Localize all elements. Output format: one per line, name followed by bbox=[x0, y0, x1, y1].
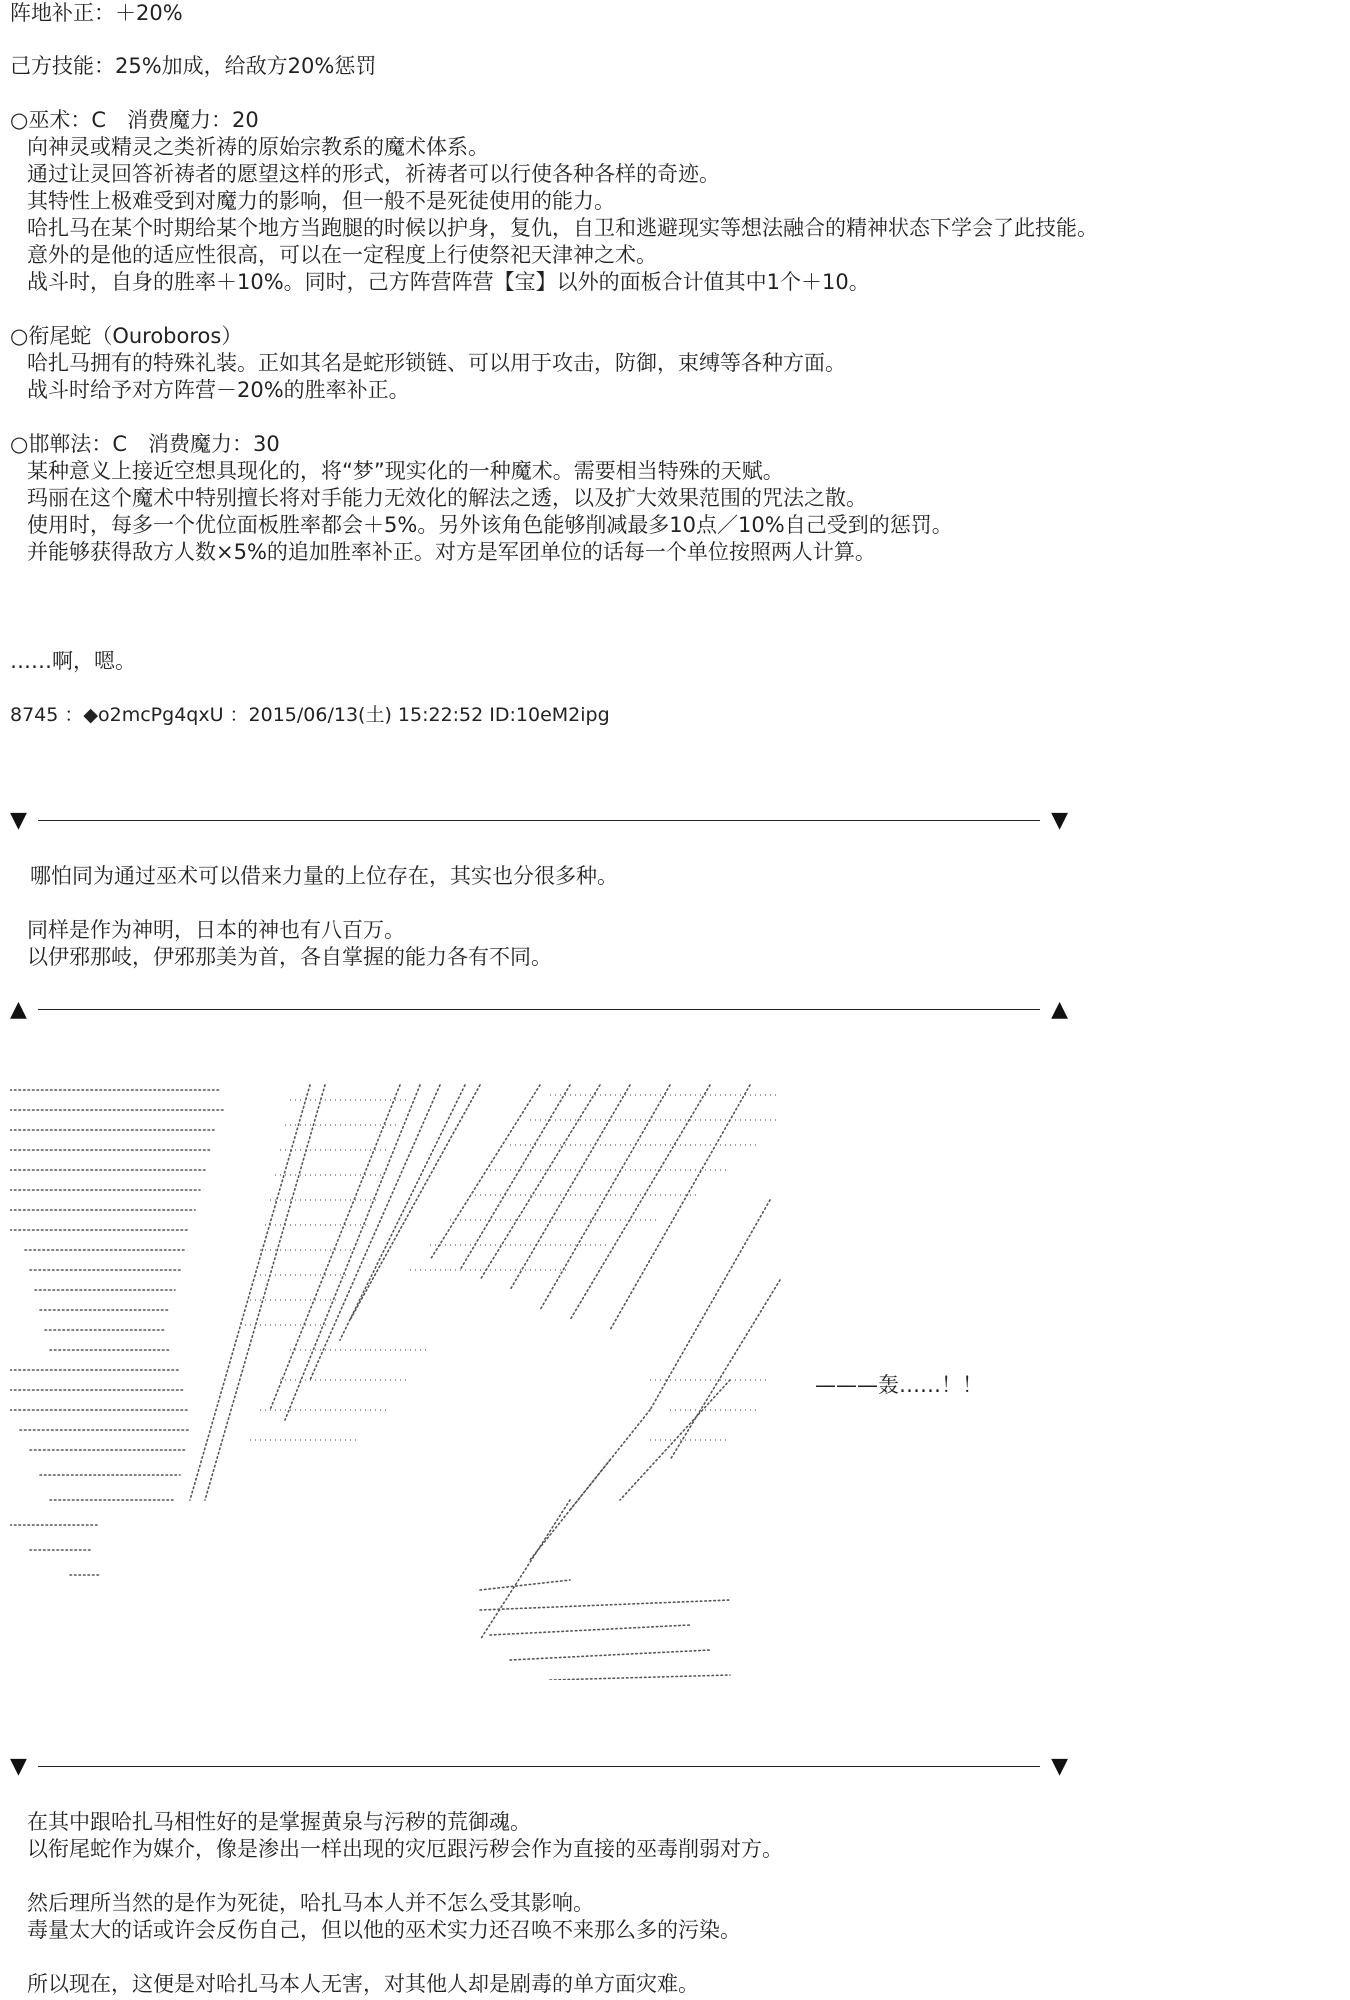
up-triangle-icon: ▲ bbox=[10, 997, 27, 1022]
skill-line: 其特性上极难受到对魔力的影响，但一般不是死徒使用的能力。 bbox=[27, 189, 615, 213]
divider-top bbox=[10, 1755, 1068, 1779]
narration-line: 在其中跟哈扎马相性好的是掌握黄泉与污秽的荒御魂。 bbox=[27, 1810, 531, 1834]
divider-top bbox=[10, 809, 1068, 833]
terrain-bonus: 阵地补正：＋20% bbox=[10, 1, 183, 25]
skill-line: 某种意义上接近空想具现化的，将“梦”现实化的一种魔术。需要相当特殊的天赋。 bbox=[27, 459, 784, 483]
skill-line: 通过让灵回答祈祷者的愿望这样的形式，祈祷者可以行使各种各样的奇迹。 bbox=[27, 162, 720, 186]
down-triangle-icon: ▼ bbox=[10, 1754, 27, 1779]
art-right-wedge bbox=[410, 1095, 780, 1440]
divider-bottom bbox=[10, 998, 1068, 1022]
narration-line: 所以现在，这便是对哈扎马本人无害，对其他人却是剧毒的单方面灾难。 bbox=[27, 1972, 699, 1996]
divider-rule bbox=[38, 820, 1040, 821]
narration-line: 然后理所当然的是作为死徒，哈扎马本人并不怎么受其影响。 bbox=[27, 1891, 594, 1915]
skill-line: 向神灵或精灵之类祈祷的原始宗教系的魔术体系。 bbox=[27, 135, 489, 159]
own-skill-bonus: 己方技能：25%加成，给敌方20%惩罚 bbox=[10, 54, 377, 78]
skill-line: 使用时，每多一个优位面板胜率都会＋5%。另外该角色能够削减最多10点／10%自己受到的惩罚。 bbox=[27, 513, 953, 537]
divider-rule bbox=[38, 1766, 1040, 1767]
down-triangle-icon: ▼ bbox=[10, 808, 27, 833]
divider-rule bbox=[38, 1009, 1040, 1010]
narration-line: 哪怕同为通过巫术可以借来力量的上位存在，其实也分很多种。 bbox=[30, 864, 618, 888]
skill-line: 战斗时，自身的胜率＋10%。同时，己方阵营阵营【宝】以外的面板合计值其中1个＋10。 bbox=[27, 270, 870, 294]
sound-effect-text: ———轰……！！ bbox=[815, 1373, 983, 1397]
art-middle-fill bbox=[245, 1100, 430, 1440]
skill-line: 哈扎马拥有的特殊礼装。正如其名是蛇形锁链、可以用于攻击，防御，束缚等各种方面。 bbox=[27, 351, 846, 375]
up-triangle-icon: ▲ bbox=[1051, 997, 1068, 1022]
art-bottom-streaks bbox=[480, 1580, 730, 1680]
skill-header: ○衔尾蛇（Ouroboros） bbox=[10, 324, 243, 348]
narration-line: 同样是作为神明，日本的神也有八百万。 bbox=[27, 918, 405, 942]
skill-line: 战斗时给予对方阵营－20%的胜率补正。 bbox=[27, 378, 410, 402]
skill-line: 并能够获得敌方人数×5%的追加胜率补正。对方是军团单位的话每一个单位按照两人计算。 bbox=[27, 540, 876, 564]
art-left-texture bbox=[10, 1090, 225, 1575]
skill-line: 哈扎马在某个时期给某个地方当跑腿的时候以护身，复仇，自卫和逃避现实等想法融合的精神状态下学会了此技能。 bbox=[27, 216, 1098, 240]
down-triangle-icon: ▼ bbox=[1051, 1754, 1068, 1779]
post-meta: 8745 ：◆o2mcPg4qxU ：2015/06/13(土) 15:22:52 ID:10eM2ipg bbox=[10, 704, 610, 726]
dotted-slash-art bbox=[10, 1080, 810, 1680]
down-triangle-icon: ▼ bbox=[1051, 808, 1068, 833]
reply-text: ……啊，嗯。 bbox=[10, 649, 136, 673]
skill-line: 玛丽在这个魔术中特别擅长将对手能力无效化的解法之透，以及扩大效果范围的咒法之散。 bbox=[27, 486, 867, 510]
skill-header: ○邯郸法：C 消费魔力：30 bbox=[10, 432, 280, 456]
narration-line: 以伊邪那岐，伊邪那美为首，各自掌握的能力各有不同。 bbox=[27, 945, 552, 969]
skill-header: ○巫术：C 消费魔力：20 bbox=[10, 108, 259, 132]
art-slash-strokes bbox=[190, 1085, 780, 1640]
narration-line: 毒量太大的话或许会反伤自己，但以他的巫术实力还召唤不来那么多的污染。 bbox=[27, 1918, 741, 1942]
skill-line: 意外的是他的适应性很高，可以在一定程度上行使祭祀天津神之术。 bbox=[27, 243, 657, 267]
narration-line: 以衔尾蛇作为媒介，像是渗出一样出现的灾厄跟污秽会作为直接的巫毒削弱对方。 bbox=[27, 1837, 783, 1861]
